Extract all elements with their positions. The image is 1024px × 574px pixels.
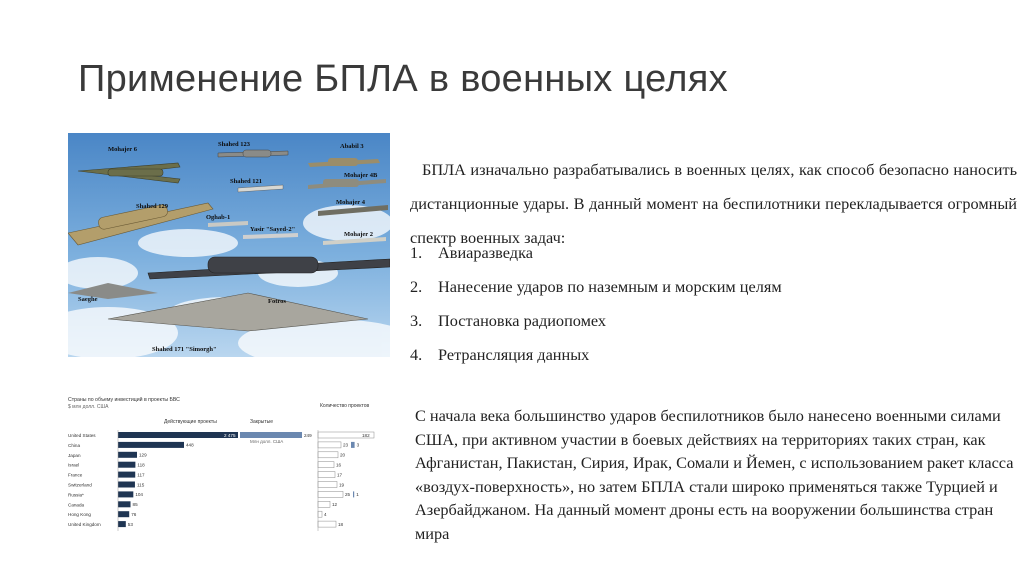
project-value-label: 182 (362, 432, 370, 438)
bar-closed (240, 432, 302, 438)
list-item (410, 338, 1010, 372)
list-number: 3. (410, 311, 423, 330)
list-item (410, 304, 1010, 338)
bar-active (118, 511, 129, 517)
bar-active (118, 462, 135, 468)
project-bar (318, 442, 341, 448)
category-label: China (68, 442, 81, 448)
drone-label: Fotros (268, 298, 286, 305)
category-label: France (68, 472, 83, 478)
drone-label: Mohajer 4B (344, 172, 378, 179)
project-bar (318, 472, 335, 478)
bar-closed-label: 249 (304, 432, 312, 438)
project-bar-closed (353, 491, 354, 497)
category-label: United Kingdom (68, 522, 101, 528)
bar-active (118, 482, 135, 488)
drone-label: Yasir "Sayed-2" (250, 226, 296, 233)
bar-active (118, 501, 131, 507)
chart-subtitle: $ млн долл. США (68, 404, 109, 410)
project-value-label: 18 (338, 521, 344, 527)
list-number: 2. (410, 277, 423, 296)
list-text: Нанесение ударов по наземным и морским целям (438, 277, 782, 296)
project-value-label: 16 (336, 462, 342, 468)
project-value-label: 19 (339, 482, 345, 488)
drone-collage-image (68, 133, 390, 357)
task-list (410, 236, 1010, 372)
drone-label: Shahed 123 (218, 141, 250, 148)
bar-value-label: 104 (135, 492, 143, 498)
project-value-label: 25 (345, 492, 351, 498)
category-label: Canada (68, 502, 85, 508)
bar-active (118, 521, 126, 527)
project-value-label: 4 (324, 512, 327, 517)
bar-value-label: 129 (139, 452, 147, 458)
category-label: Switzerland (68, 482, 92, 488)
bar-active (118, 452, 137, 458)
category-label: Russia* (68, 492, 84, 498)
project-value-label: 20 (340, 452, 346, 458)
bar-value-label: 115 (136, 482, 145, 488)
bar-active (118, 491, 133, 497)
project-bar-closed (351, 442, 355, 448)
bar-value-label: 53 (127, 521, 133, 527)
project-bar (318, 521, 336, 527)
bar-active (118, 472, 135, 478)
drone-label: Shahed 171 "Simorgh" (152, 346, 217, 353)
category-label: Japan (68, 452, 81, 458)
bar-value-label: 118 (137, 462, 145, 468)
category-label: Hong Kong (68, 512, 91, 518)
drone-label: Mohajer 4 (336, 199, 365, 206)
drone-label: Mohajer 2 (344, 231, 373, 238)
investment-chart (64, 394, 400, 544)
category-label: United States (68, 433, 96, 438)
list-number: 4. (410, 345, 423, 364)
legend-active: Действующие проекты (164, 419, 217, 425)
drone-label: Shahed 129 (136, 203, 168, 210)
drone-label: Shahed 121 (230, 178, 262, 185)
drone-label: Saeghe (78, 296, 98, 303)
project-value-label: 12 (332, 502, 338, 508)
project-bar (318, 462, 334, 468)
projects-title: Количество проектов (320, 403, 370, 409)
project-value-label: 23 (343, 442, 349, 448)
project-bar (318, 482, 337, 488)
list-item (410, 270, 1010, 304)
drone-label: Mohajer 6 (108, 146, 137, 153)
drone-label: Oghab-1 (206, 214, 231, 221)
project-closed-label: 1 (356, 492, 359, 498)
bar-value-label: 117 (137, 472, 145, 478)
bar-value-label: 448 (186, 442, 194, 448)
slide-title: Применение БПЛА в военных целях (78, 58, 728, 100)
project-value-label: 17 (337, 472, 343, 478)
chart-title: Страны по объему инвестиций в проекты БВС (68, 397, 180, 403)
bar-active (118, 432, 238, 438)
project-bar (318, 452, 338, 458)
list-text: Авиаразведка (438, 243, 533, 262)
list-item (410, 236, 1010, 270)
list-text: Постановка радиопомех (438, 311, 607, 330)
bar-value-label: 2 475 (224, 432, 236, 438)
bar-value-label: 85 (132, 502, 138, 508)
bar-value-label: 76 (131, 512, 137, 517)
legend-closed-unit: Млн долл. США (250, 439, 284, 444)
intro-paragraph: БПЛА изначально разрабатывались в военных целях, как способ безопасно наносить дистанционные удары. В данный момент на беспилотники перекладывается огромный спектр военных задач: (410, 160, 1017, 248)
project-bar (318, 511, 322, 517)
bar-active (118, 442, 184, 448)
project-bar (318, 491, 343, 497)
drone-label: Ababil 3 (340, 143, 364, 150)
history-paragraph: С начала века большинство ударов беспилотников было нанесено военными силами США, при активном участии в боевых действиях на территориях таких стран, как Афганистан, Пакистан, Сирия, Ирак, Сомали и Йемен, с использованием ракет класса «воздух-поверхность», но затем БПЛА стали широко применяться также Турцией и Азербайджаном. На данный момент дроны есть на вооружении большинства стран мира (415, 406, 1014, 543)
project-bar (318, 501, 330, 507)
list-number: 1. (410, 243, 423, 262)
legend-closed: Закрытые (250, 419, 274, 425)
list-text: Ретрансляция данных (438, 345, 590, 364)
project-closed-label: 3 (356, 442, 360, 448)
category-label: Israel (68, 462, 80, 468)
